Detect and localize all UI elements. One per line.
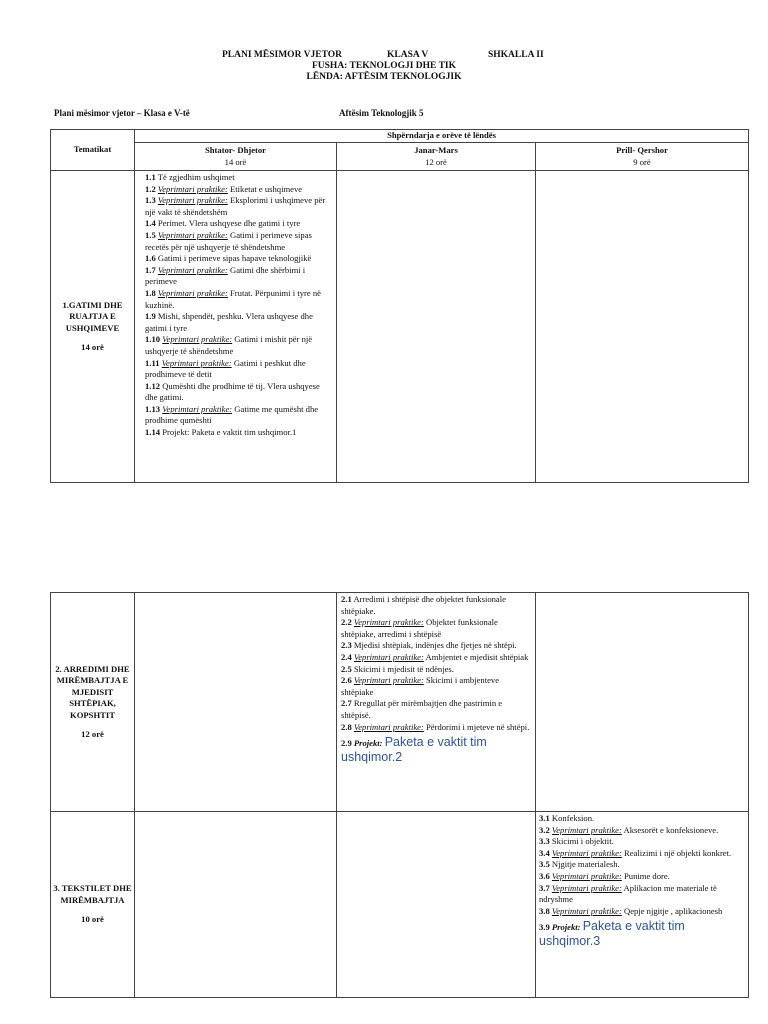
- lesson-text: Etiketat e ushqimeve: [230, 183, 303, 194]
- project-2-label: Projekt:: [353, 738, 383, 749]
- lesson-item: [145, 184, 332, 196]
- period-3-name: Prill- Qershor: [616, 144, 668, 155]
- lesson-number: 3.1: [539, 813, 550, 823]
- lesson-number: 1.14: [145, 427, 161, 438]
- lesson-item: [539, 906, 744, 918]
- practice-label: Veprimtari praktike:: [551, 905, 622, 916]
- lesson-text: Gatimi dhe shërbimi i perimeve: [145, 264, 306, 287]
- lesson-item: [145, 265, 332, 288]
- lesson-list-3: [539, 813, 744, 917]
- practice-label: Veprimtari praktike:: [157, 183, 228, 194]
- lesson-item: [145, 218, 332, 230]
- lesson-text: Projekt: Paketa e vaktit tim ushqimor.1: [162, 427, 297, 438]
- lesson-item: [145, 172, 332, 184]
- doc-subject: LËNDA: AFTËSIM TEKNOLOGJIK: [306, 72, 462, 82]
- topic-3-period-1: [135, 812, 337, 998]
- subheader-left: Plani mësimor vjetor – Klasa e V-të: [54, 108, 190, 118]
- plan-table-2: [50, 592, 749, 998]
- practice-label: Veprimtari praktike:: [551, 847, 622, 858]
- period-1-name: Shtator- Dhjetor: [204, 144, 267, 155]
- lesson-item: [539, 871, 744, 883]
- lesson-number: 1.4: [145, 218, 156, 229]
- practice-label: Veprimtari praktike:: [162, 334, 233, 345]
- header-period-1: [135, 143, 337, 171]
- topic-2-name: 2. ARREDIMI DHE MIRËMBAJTJA E MJEDISIT SHTËPIAK, KOPSHTIT: [55, 663, 130, 720]
- lesson-number: 2.6: [341, 675, 352, 686]
- lesson-number: 2.2: [341, 617, 352, 628]
- lesson-text: Rregullat për mirëmbajtjen dhe pastrimin e shtëpisë.: [341, 698, 503, 720]
- lesson-item: [341, 675, 531, 698]
- lesson-item: [145, 427, 332, 439]
- lesson-text: Përdorimi i mjeteve në shtëpi.: [426, 721, 530, 732]
- project-2-text: Paketa e vaktit tim ushqimor.2: [341, 735, 487, 765]
- lesson-item: [539, 859, 744, 871]
- lesson-number: 2.5: [341, 663, 352, 674]
- lesson-text: Gatimi i perimeve sipas hapave teknologjikë: [157, 253, 312, 264]
- lesson-number: 1.12: [145, 380, 161, 391]
- lesson-text: Skicimi i mjedisit të ndënjes.: [353, 663, 454, 674]
- lesson-number: 2.3: [341, 640, 352, 651]
- practice-label: Veprimtari praktike:: [157, 287, 228, 298]
- header-period-2: [337, 143, 536, 171]
- lesson-number: 1.1: [145, 172, 156, 182]
- lesson-number: 2.8: [341, 721, 352, 732]
- lesson-number: 1.9: [145, 311, 156, 322]
- header-distribution: Shpërndarja e orëve të lëndës: [135, 130, 749, 143]
- lesson-item: [145, 404, 332, 427]
- lesson-number: 2.7: [341, 698, 352, 709]
- lesson-text: Qumështi dhe prodhime të tij. Vlera ushqyese dhe gatimi.: [145, 380, 320, 403]
- lesson-text: Punime dore.: [624, 870, 670, 881]
- lesson-number: 3.5: [539, 859, 550, 870]
- lesson-item: [145, 334, 332, 357]
- lesson-item: [539, 848, 744, 860]
- project-3-text: Paketa e vaktit tim ushqimor.3: [539, 919, 685, 949]
- lesson-text: Ambjentet e mjedisit shtëpiak: [425, 651, 529, 662]
- topic-3-project: [539, 919, 744, 949]
- period-2-hours: 12 orë: [425, 156, 447, 167]
- topic-1-lessons: [135, 171, 337, 483]
- lesson-text: Qepje njgitje , aplikacionesh: [624, 905, 723, 916]
- topic-1-period-3: [536, 171, 749, 483]
- lesson-text: Perimet. Vlera ushqyese dhe gatimi i tyre: [157, 218, 301, 229]
- lesson-list-1: [145, 172, 332, 439]
- lesson-item: [145, 253, 332, 265]
- lesson-number: 3.7: [539, 882, 550, 893]
- lesson-text: Skicimi i ambjenteve shtëpiake: [341, 675, 500, 697]
- practice-label: Veprimtari praktike:: [157, 264, 228, 275]
- doc-level: SHKALLA II: [488, 50, 544, 60]
- practice-label: Veprimtari praktike:: [353, 651, 424, 662]
- lesson-item: [539, 813, 744, 825]
- practice-label: Veprimtari praktike:: [551, 882, 622, 893]
- lesson-item: [539, 825, 744, 837]
- lesson-text: Objektet funksionale shtëpiake, arredimi i shtëpisë: [341, 617, 498, 639]
- lesson-item: [145, 311, 332, 334]
- topic-2-project: [341, 735, 531, 765]
- lesson-number: 1.11: [145, 357, 160, 368]
- period-1-hours: 14 orë: [224, 156, 247, 167]
- practice-label: Veprimtari praktike:: [551, 870, 622, 881]
- doc-class: KLASA V: [387, 50, 429, 60]
- project-2-num: 2.9: [341, 738, 352, 749]
- lesson-number: 1.10: [145, 334, 161, 345]
- lesson-text: Aplikacion me materiale të ndryshme: [539, 882, 717, 905]
- topic-2-hours: 12 orë: [81, 729, 104, 739]
- topic-2-cell: [51, 593, 135, 812]
- lesson-number: 1.13: [145, 403, 161, 414]
- lesson-number: 2.4: [341, 651, 352, 662]
- subheader-right: Aftësim Teknologjik 5: [339, 108, 424, 118]
- topic-3-hours: 10 orë: [81, 914, 104, 925]
- topic-3-lessons: [536, 812, 749, 998]
- lesson-number: 1.5: [145, 229, 156, 240]
- lesson-text: Gatime me qumësht dhe prodhime qumështi: [145, 403, 319, 426]
- practice-label: Veprimtari praktike:: [157, 195, 228, 206]
- lesson-text: Arredimi i shtëpisë dhe objektet funksionale shtëpiake.: [341, 594, 506, 616]
- project-3-label: Projekt:: [551, 922, 581, 933]
- lesson-item: [539, 883, 744, 906]
- header-period-3: [536, 143, 749, 171]
- practice-label: Veprimtari praktike:: [551, 824, 622, 835]
- lesson-list-2: [341, 594, 531, 733]
- project-3-num: 3.9: [539, 922, 550, 933]
- lesson-text: Gatimi i mishit për një ushqyerje të shëndetshme: [145, 334, 313, 356]
- lesson-text: Eksplorimi i ushqimeve për një vakt të shëndetshëm: [145, 195, 326, 217]
- practice-label: Veprimtari praktike:: [353, 721, 424, 732]
- practice-label: Veprimtari praktike:: [353, 675, 424, 686]
- doc-title: PLANI MËSIMOR VJETOR: [222, 50, 342, 60]
- topic-2-lessons: [337, 593, 536, 812]
- lesson-text: Skicimi i objektit.: [551, 836, 614, 847]
- lesson-item: [341, 640, 531, 652]
- lesson-number: 3.2: [539, 824, 550, 835]
- plan-table-1: [50, 129, 749, 483]
- lesson-item: [145, 288, 332, 311]
- lesson-text: Mishi, shpendët, peshku. Vlera ushqyese dhe gatimi i tyre: [145, 311, 313, 333]
- lesson-text: Njgitje materialesh.: [551, 859, 620, 870]
- practice-label: Veprimtari praktike:: [353, 617, 424, 628]
- lesson-text: Të zgjedhim ushqimet: [157, 172, 235, 182]
- lesson-number: 3.8: [539, 905, 550, 916]
- lesson-item: [145, 230, 332, 253]
- topic-3-period-2: [337, 812, 536, 998]
- practice-label: Veprimtari praktike:: [162, 403, 233, 414]
- lesson-number: 1.2: [145, 183, 156, 194]
- lesson-number: 3.3: [539, 836, 550, 847]
- topic-1-cell: [51, 171, 135, 483]
- lesson-item: [341, 652, 531, 664]
- lesson-number: 1.7: [145, 264, 156, 275]
- lesson-item: [341, 594, 531, 617]
- doc-header: [0, 50, 768, 90]
- lesson-number: 2.1: [341, 594, 352, 604]
- lesson-item: [341, 617, 531, 640]
- lesson-text: Gatimi i perimeve sipas recetës për një ushqyerje të shëndetshme: [145, 229, 312, 252]
- lesson-text: Frutat. Përpunimi i tyre në kuzhinë.: [145, 287, 321, 310]
- practice-label: Veprimtari praktike:: [157, 229, 228, 240]
- lesson-item: [539, 836, 744, 848]
- topic-1-hours: 14 orë: [81, 342, 104, 352]
- lesson-item: [145, 381, 332, 404]
- lesson-item: [145, 195, 332, 218]
- lesson-number: 1.6: [145, 253, 156, 264]
- lesson-number: 3.4: [539, 847, 550, 858]
- lesson-text: Konfeksion.: [551, 813, 595, 823]
- topic-2-period-3: [536, 593, 749, 812]
- topic-1-name: 1.GATIMI DHE RUAJTJA E USHQIMEVE: [62, 299, 123, 333]
- header-topics: Tematikat: [51, 130, 135, 171]
- topic-2-period-1: [135, 593, 337, 812]
- period-3-hours: 9 orë: [633, 156, 651, 167]
- lesson-text: Gatimi i peshkut dhe prodhimeve të detit: [145, 357, 306, 380]
- lesson-item: [341, 664, 531, 676]
- lesson-number: 1.8: [145, 287, 156, 298]
- doc-field: FUSHA: TEKNOLOGJI DHE TIK: [311, 61, 457, 71]
- lesson-number: 1.3: [145, 195, 156, 206]
- lesson-number: 3.6: [539, 870, 550, 881]
- lesson-text: Mjedisi shtëpiak, indënjes dhe fjetjes në shtëpi.: [353, 640, 517, 651]
- lesson-item: [341, 722, 531, 734]
- practice-label: Veprimtari praktike:: [161, 357, 232, 368]
- lesson-item: [341, 698, 531, 721]
- lesson-text: Aksesorët e konfeksioneve.: [623, 824, 719, 835]
- lesson-text: Realizimi i një objekti konkret.: [624, 847, 732, 858]
- period-2-name: Janar-Mars: [414, 144, 458, 155]
- topic-1-period-2: [337, 171, 536, 483]
- topic-3-cell: [51, 812, 135, 998]
- lesson-item: [145, 358, 332, 381]
- topic-3-name: 3. TEKSTILET DHE MIRËMBAJTJA: [53, 883, 132, 905]
